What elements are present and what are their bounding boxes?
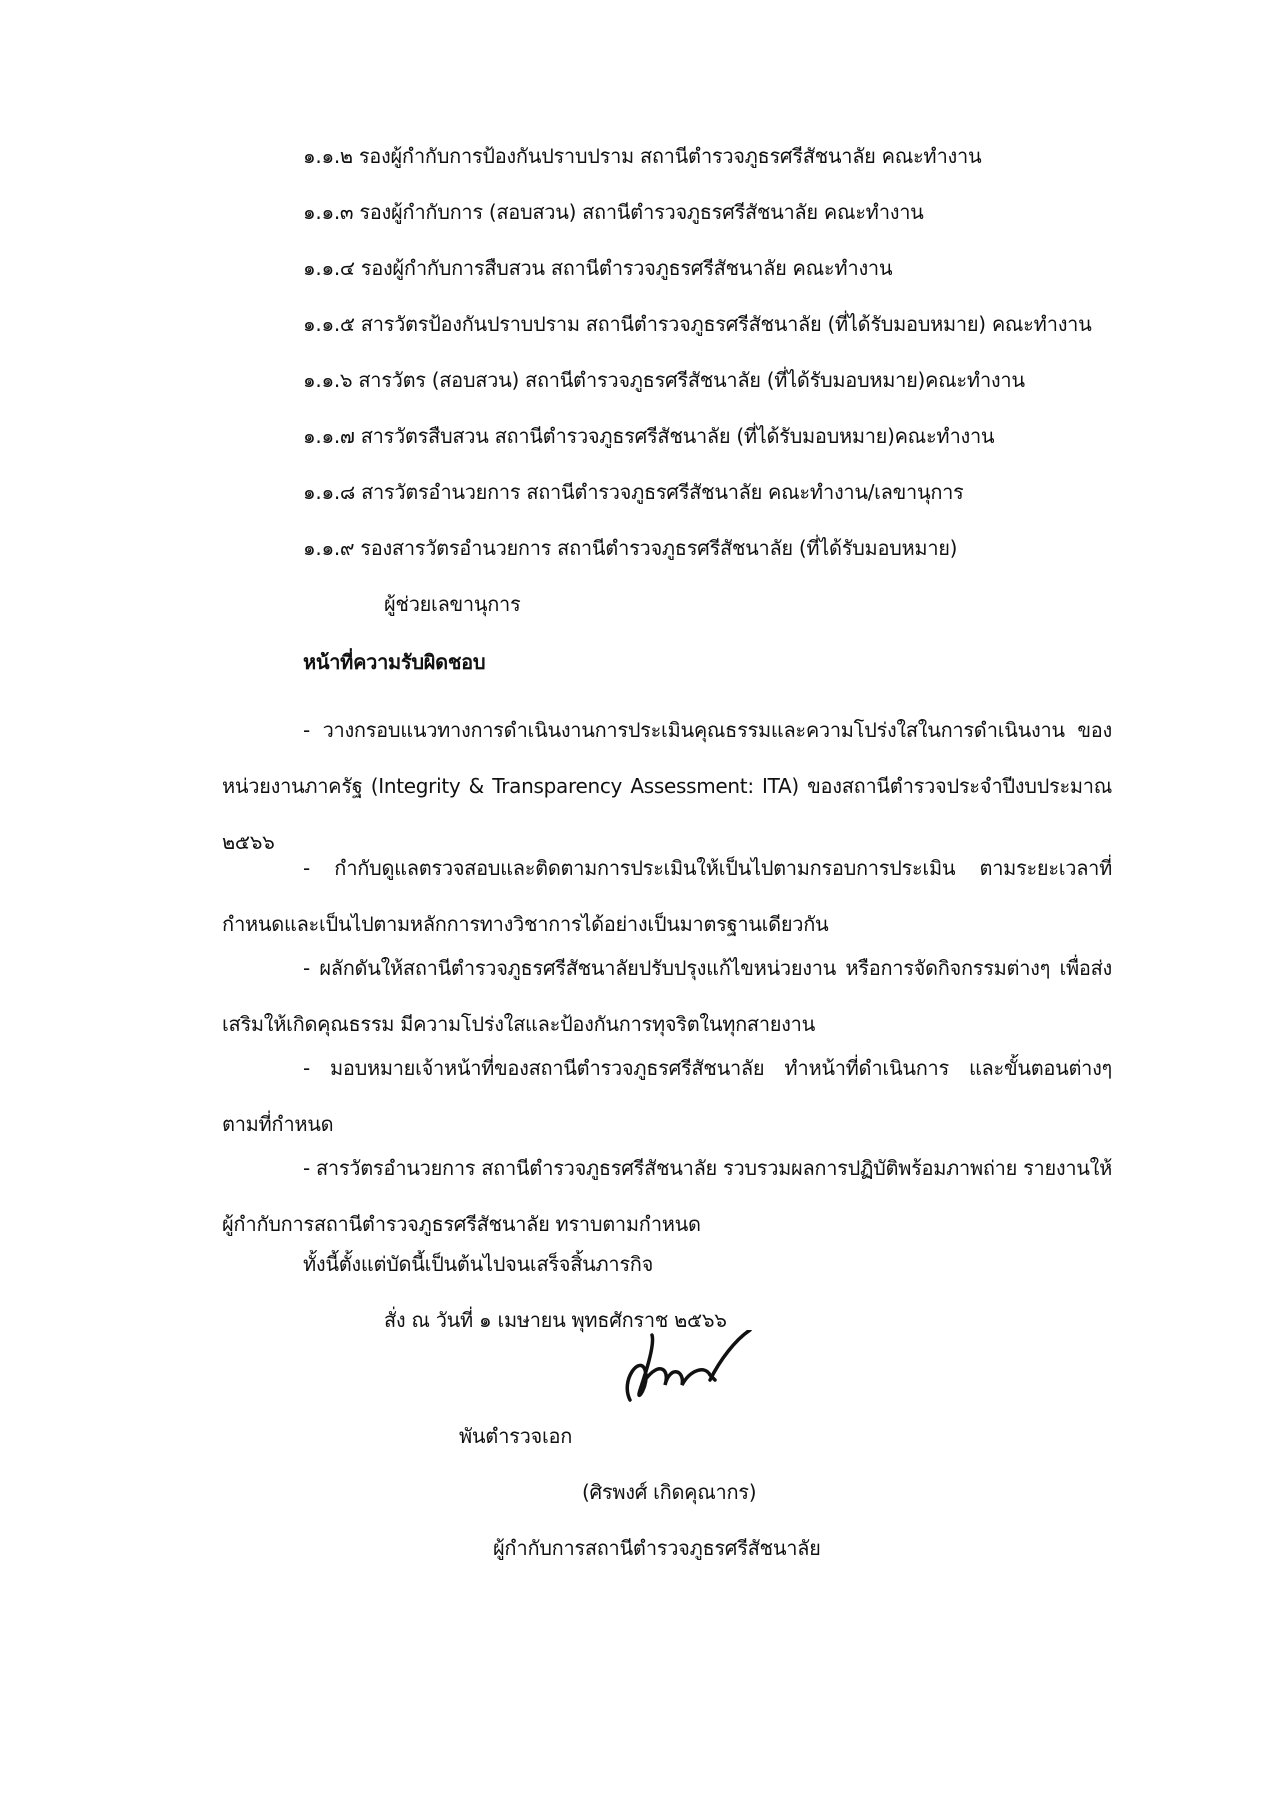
list-item: ๑.๑.๙ รองสารวัตรอำนวยการ สถานีตำรวจภูธรศรีสัชนาลัย (ที่ได้รับมอบหมาย) [303, 536, 958, 560]
list-item: ๑.๑.๔ รองผู้กำกับการสืบสวน สถานีตำรวจภูธรศรีสัชนาลัย คณะทำงาน [303, 256, 893, 280]
duty-paragraph: - ผลักดันให้สถานีตำรวจภูธรศรีสัชนาลัยปรับปรุงแก้ไขหน่วยงาน หรือการจัดกิจกรรมต่างๆ เพื่อส่งเสริมให้เกิดคุณธรรม มีความโปร่งใสและป้องกันการทุจริตในทุกสายงาน [222, 956, 1112, 1036]
list-item: ๑.๑.๒ รองผู้กำกับการป้องกันปราบปราม สถานีตำรวจภูธรศรีสัชนาลัย คณะทำงาน [303, 144, 982, 168]
signature-image [610, 1330, 760, 1410]
signer-rank: พันตำรวจเอก [459, 1424, 573, 1448]
duty-paragraph: - สารวัตรอำนวยการ สถานีตำรวจภูธรศรีสัชนาลัย รวบรวมผลการปฏิบัติพร้อมภาพถ่าย รายงานให้ผู้กำกับการสถานีตำรวจภูธรศรีสัชนาลัย ทราบตามกำหนด [222, 1156, 1112, 1236]
duty-paragraph: - มอบหมายเจ้าหน้าที่ของสถานีตำรวจภูธรศรีสัชนาลัย ทำหน้าที่ดำเนินการ และขั้นตอนต่างๆ ตามที่กำหนด [222, 1056, 1112, 1136]
list-item-continuation: ผู้ช่วยเลขานุการ [384, 592, 521, 616]
duty-paragraph: - วางกรอบแนวทางการดำเนินงานการประเมินคุณธรรมและความโปร่งใสในการดำเนินงาน ของ หน่วยงานภาครัฐ (Integrity & Transparency Assessment: ITA) ของสถานีตำรวจประจำปีงบประมาณ ๒๕๖๖ [222, 718, 1112, 854]
list-item: ๑.๑.๓ รองผู้กำกับการ (สอบสวน) สถานีตำรวจภูธรศรีสัชนาลัย คณะทำงาน [303, 200, 924, 224]
signer-position: ผู้กำกับการสถานีตำรวจภูธรศรีสัชนาลัย [493, 1536, 821, 1560]
signer-name: (ศิรพงศ์ เกิดคุณากร) [582, 1480, 757, 1504]
list-item: ๑.๑.๘ สารวัตรอำนวยการ สถานีตำรวจภูธรศรีสัชนาลัย คณะทำงาน/เลขานุการ [303, 480, 964, 504]
effective-statement: ทั้งนี้ตั้งแต่บัดนี้เป็นต้นไปจนเสร็จสิ้นภารกิจ [303, 1252, 653, 1276]
list-item: ๑.๑.๖ สารวัตร (สอบสวน) สถานีตำรวจภูธรศรีสัชนาลัย (ที่ได้รับมอบหมาย)คณะทำงาน [303, 368, 1025, 392]
duties-heading: หน้าที่ความรับผิดชอบ [303, 650, 486, 674]
duty-paragraph: - กำกับดูแลตรวจสอบและติดตามการประเมินให้เป็นไปตามกรอบการประเมิน ตามระยะเวลาที่กำหนดและเป็นไปตามหลักการทางวิชาการได้อย่างเป็นมาตรฐานเดียวกัน [222, 856, 1112, 936]
list-item: ๑.๑.๗ สารวัตรสืบสวน สถานีตำรวจภูธรศรีสัชนาลัย (ที่ได้รับมอบหมาย)คณะทำงาน [303, 424, 995, 448]
order-date: สั่ง ณ วันที่ ๑ เมษายน พุทธศักราช ๒๕๖๖ [384, 1308, 727, 1332]
list-item: ๑.๑.๕ สารวัตรป้องกันปราบปราม สถานีตำรวจภูธรศรีสัชนาลัย (ที่ได้รับมอบหมาย) คณะทำงาน [303, 312, 1092, 336]
